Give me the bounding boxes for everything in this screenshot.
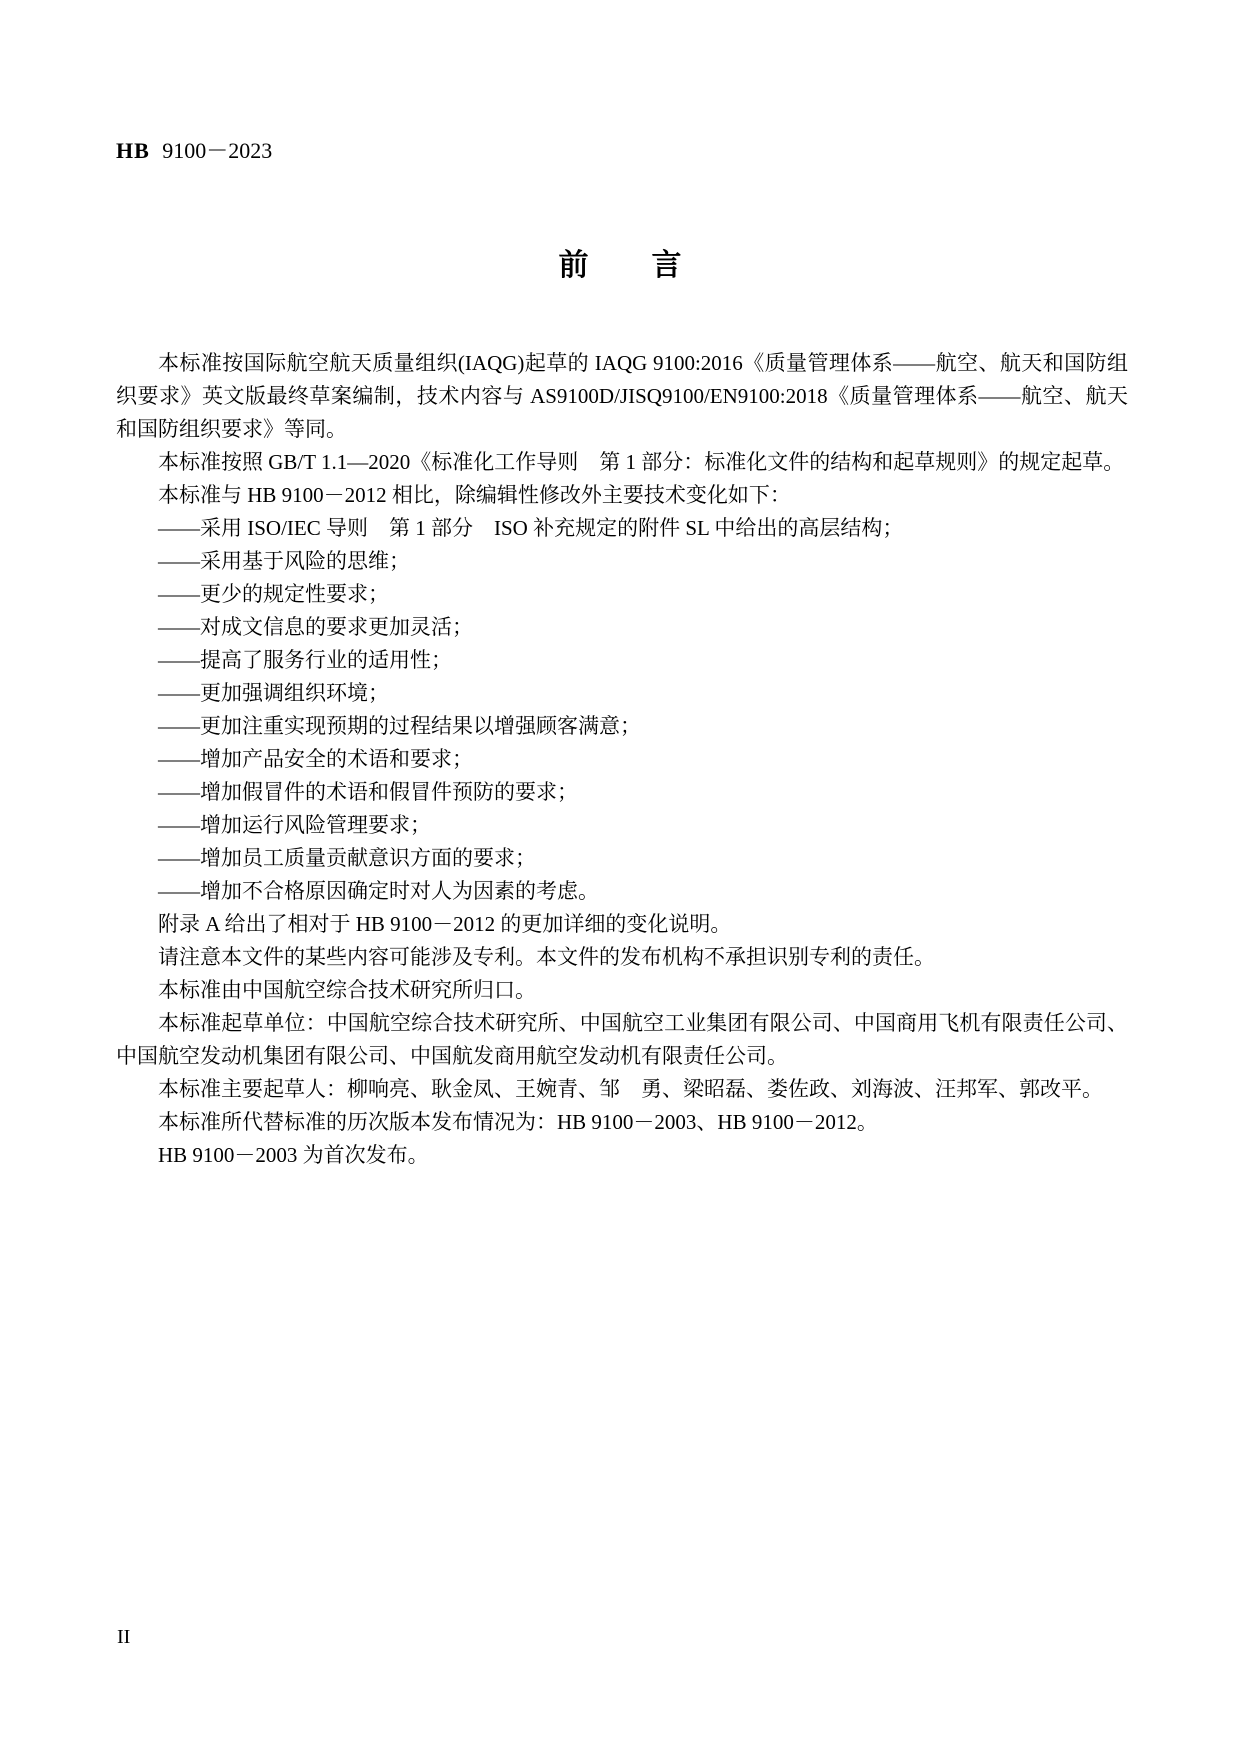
paragraph: ——提高了服务行业的适用性； <box>158 648 452 672</box>
standard-code <box>116 138 272 164</box>
paragraph: ——采用 ISO/IEC 导则 第 1 部分 ISO 补充规定的附件 SL 中给出的高层结构； <box>158 516 904 540</box>
paragraph: ——增加员工质量贡献意识方面的要求； <box>158 846 536 870</box>
standard-code-number: 9100－2023 <box>162 138 273 163</box>
standard-code-prefix: HB <box>116 138 150 163</box>
paragraph: ——更少的规定性要求； <box>158 582 389 606</box>
paragraph: 本标准所代替标准的历次版本发布情况为：HB 9100－2003、HB 9100－2012。 <box>158 1110 878 1134</box>
paragraph: 本标准起草单位：中国航空综合技术研究所、中国航空工业集团有限公司、中国商用飞机有限责任公司、中国航空发动机集团有限公司、中国航发商用航空发动机有限责任公司。 <box>116 1011 1128 1068</box>
paragraph: 请注意本文件的某些内容可能涉及专利。本文件的发布机构不承担识别专利的责任。 <box>158 945 935 969</box>
paragraph: ——更加注重实现预期的过程结果以增强顾客满意； <box>158 714 641 738</box>
paragraph: 本标准按国际航空航天质量组织(IAQG)起草的 IAQG 9100:2016《质量管理体系——航空、航天和国防组织要求》英文版最终草案编制，技术内容与 AS9100D/JISQ9100/EN9100:2018《质量管理体系——航空、航天和国防组织要求》等同。 <box>116 351 1128 441</box>
page-number: II <box>117 1626 131 1648</box>
page-title: 前 言 <box>558 249 683 282</box>
paragraph: 本标准按照 GB/T 1.1—2020《标准化工作导则 第 1 部分：标准化文件的结构和起草规则》的规定起草。 <box>158 450 1125 474</box>
paragraph: HB 9100－2003 为首次发布。 <box>158 1143 429 1167</box>
paragraph: 本标准主要起草人：柳响亮、耿金凤、王婉青、邹 勇、梁昭磊、娄佐政、刘海波、汪邦军、郭改平。 <box>158 1077 1103 1101</box>
paragraph: 附录 A 给出了相对于 HB 9100－2012 的更加详细的变化说明。 <box>158 912 732 936</box>
paragraph: ——对成文信息的要求更加灵活； <box>158 615 473 639</box>
paragraph: ——更加强调组织环境； <box>158 681 389 705</box>
paragraph: 本标准与 HB 9100－2012 相比，除编辑性修改外主要技术变化如下： <box>158 483 791 507</box>
paragraph: ——采用基于风险的思维； <box>158 549 410 573</box>
paragraph: ——增加运行风险管理要求； <box>158 813 431 837</box>
paragraph: 本标准由中国航空综合技术研究所归口。 <box>158 978 536 1002</box>
body-content <box>116 347 1128 1172</box>
paragraph: ——增加假冒件的术语和假冒件预防的要求； <box>158 780 578 804</box>
paragraph: ——增加不合格原因确定时对人为因素的考虑。 <box>158 879 599 903</box>
paragraph: ——增加产品安全的术语和要求； <box>158 747 473 771</box>
